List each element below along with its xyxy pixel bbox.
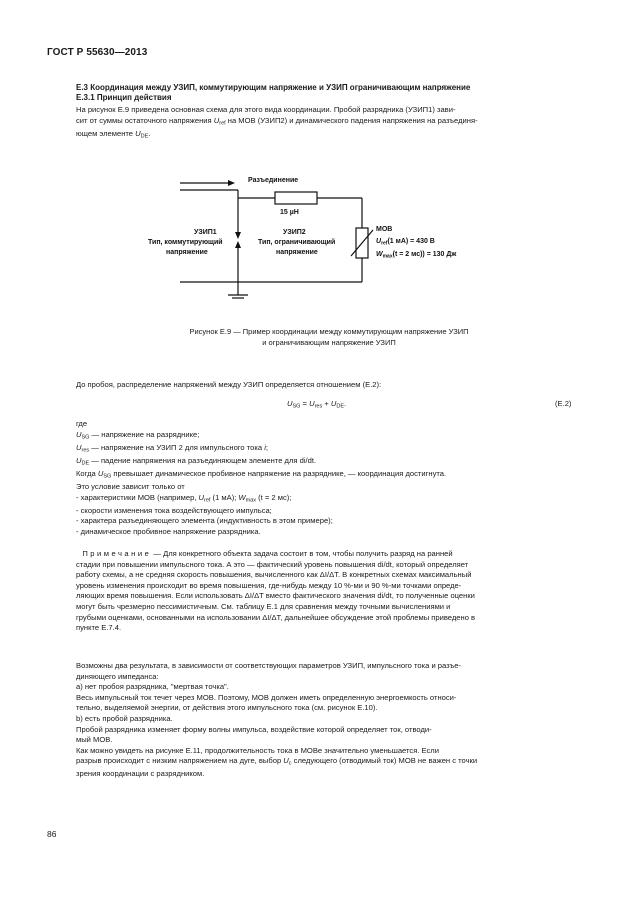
caption-line-1: Рисунок Е.9 — Пример координации между коммутирующим напряжение УЗИП	[189, 327, 469, 336]
arrow-head-icon	[228, 180, 235, 186]
fig11-line-3: зрения координации с разрядником.	[76, 769, 205, 779]
caption-line-2: и ограничивающим напряжение УЗИП	[262, 337, 396, 347]
note-line-6: могут быть чрезмерно пессимистичным. См. таблицу Е.1 для сравнения между точными вычислениями и	[76, 601, 451, 611]
results-line-1: Возможны два результата, в зависимости от соответствующих параметров УЗИП, импульсного тока и разъе-	[76, 661, 461, 670]
list-item-2: - скорости изменения тока воздействующего импульса;	[76, 505, 272, 515]
note-line-7: грубыми оценками, основанными на использовании ΔI/ΔT, дальнейшее обсуждение этой проблемы приведено в	[76, 612, 476, 622]
def-res: $U_{res}$ — напряжение на УЗИП 2 для импульсного тока i;	[76, 442, 268, 454]
where-label: где	[76, 419, 88, 428]
figure-caption	[76, 327, 582, 348]
intro-line-3: ющем элементе $U_{DE}$.	[76, 128, 151, 140]
intro-line-1: На рисунок Е.9 приведена основная схема для этого вида координации. Пробой разрядника (УЗИП1) зави-	[76, 105, 456, 114]
case-a-line-1: Весь импульсный ток течет через МОВ. Поэтому, МОВ должен иметь определенную энергоемкость относи-	[76, 692, 457, 702]
mov-label: МОВ	[376, 226, 393, 233]
standard-header: ГОСТ Р 55630—2013	[47, 47, 148, 58]
equation-number: (Е.2)	[555, 399, 572, 408]
intro-line-2: сит от суммы остаточного напряжения $U_{ref}$ на МОВ (УЗИП2) и динамического падения напряжения на разъединя-	[76, 115, 478, 127]
case-b-line-2: мый МОВ.	[76, 735, 113, 745]
case-a: а) нет пробоя разрядника, "мертвая точка".	[76, 682, 229, 692]
case-b: b) есть пробой разрядника.	[76, 713, 173, 723]
disconnect-label: Разъединение	[248, 177, 299, 184]
spark-gap-icon	[235, 232, 241, 239]
circuit-diagram	[140, 170, 480, 310]
def-sg: $U_{SG}$ — напряжение на разряднике;	[76, 429, 200, 441]
note-paragraph	[76, 549, 582, 634]
section-title: Е.3 Координация между УЗИП, коммутирующим напряжение и УЗИП ограничивающим напряжение	[76, 83, 471, 92]
section-heading	[76, 83, 596, 103]
spd1-name: УЗИП1	[194, 229, 217, 236]
intro-paragraph	[76, 105, 582, 142]
note-label: Примечание	[82, 549, 152, 558]
results-line-2: диняющего импеданса:	[76, 671, 159, 681]
spd2-type2: напряжение	[276, 249, 318, 256]
spd1-type2: напряжение	[166, 249, 208, 256]
note-line-5: ляющих время повышения. Если использовать ΔI/ΔT вместо фактического значения di/dt, то полученные оценки	[76, 591, 475, 601]
fig11-line-2: разрыв происходит с низким напряжением на дуге, выбор $U_c$ следующего (отводимый ток) МОВ не важен с точки	[76, 756, 478, 767]
spd2-type: Тип, ограничивающий	[258, 239, 336, 246]
depends-line: Это условие зависит только от	[76, 481, 185, 491]
fig11-line-1: Как можно увидеть на рисунке Е.11, продолжительность тока в МОВе значительно уменьшается. Если	[76, 745, 439, 755]
when-line: Когда $U_{SG}$ превышает динамическое пробивное напряжение на разряднике, — координация достигнута.	[76, 468, 447, 480]
mov-u-label: $U_{ref}(1$ мА) = 430 В	[376, 238, 435, 247]
list-item-3: - характера разъединяющего элемента (индуктивность в этом примере);	[76, 516, 333, 526]
equation: $U_{SG} = U_{res} + U_{DE}$.	[287, 399, 347, 410]
def-de: $U_{DE}$ — падение напряжения на разъединяющем элементе для di/dt.	[76, 455, 317, 467]
mov-w-label: $W_{max}(t = 2$ мс)) = 130 Дж	[376, 251, 457, 260]
list-item-1: - характеристики МОВ (например, $U_{ref}$ (1 мА); $W_{max}$ (t = 2 мс);	[76, 492, 292, 504]
spd2-name: УЗИП2	[283, 229, 306, 236]
before-breakdown: До пробоя, распределение напряжений между УЗИП определяется отношением (Е.2):	[76, 380, 382, 389]
inductor-box	[275, 192, 317, 204]
results-paragraph	[76, 661, 582, 780]
page-number: 86	[47, 829, 57, 839]
note-line-3: работу схемы, а не средняя скорость повышения, вычисленного как ΔI/ΔT. В конкретных схемах максимальный	[76, 570, 472, 580]
case-a-line-2: тельно, выделяемой энергии, от действия этого импульсного тока (см. рисунок Е.10).	[76, 703, 378, 713]
spd1-type: Тип, коммутирующий	[148, 239, 223, 246]
note-line-4: уровень изменения происходит во время повышения, где-нибудь между 10 %-ми и 90 %-ми точками опреде-	[76, 580, 462, 590]
note-line-1: Примечание — Для конкретного объекта задача состоит в том, чтобы получить разряд на ранней	[82, 549, 453, 558]
note-line-2: стадии при повышении импульсного тока. А это — фактический уровень повышения di/dt, который определяет	[76, 559, 469, 569]
note-line-8: пункте Е.7.4.	[76, 623, 122, 633]
inductance-label: 15 µH	[280, 209, 299, 216]
definitions	[76, 419, 582, 537]
section-subtitle: Е.3.1 Принцип действия	[76, 93, 172, 102]
list-item-4: - динамическое пробивное напряжение разрядника.	[76, 526, 261, 536]
case-b-line-1: Пробой разрядника изменяет форму волны импульса, воздействие которой определяет ток, отводи-	[76, 724, 432, 734]
